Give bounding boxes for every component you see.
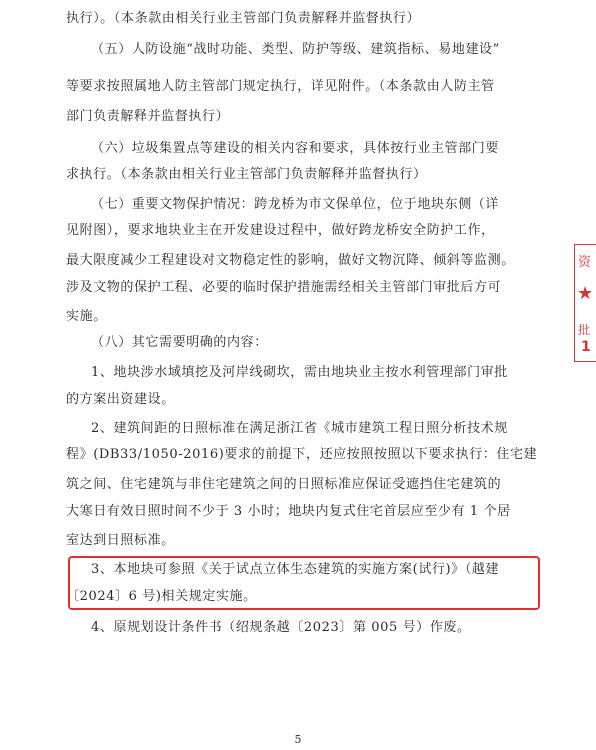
seal-stamp <box>574 244 596 362</box>
text-line: 〔2024〕6 号)相关规定实施。 <box>66 589 257 604</box>
text-line: 3、本地块可参照《关于试点立体生态建筑的实施方案(试行)》（越建 <box>91 562 500 577</box>
text-line: 实施。 <box>66 309 107 324</box>
text-line: 涉及文物的保护工程、必要的临时保护措施需经相关主管部门审批后方可 <box>66 280 502 295</box>
stamp-char: 批 <box>578 323 591 337</box>
stamp-char: 1 <box>581 339 591 355</box>
star-icon: ★ <box>577 283 594 304</box>
text-line: 大寒日有效日照时间不少于 3 小时；地块内复式住宅首层应至少有 1 个居 <box>66 504 511 519</box>
text-line: 的方案出资建设。 <box>66 392 175 407</box>
page-number: 5 <box>294 733 302 746</box>
stamp-char: 资 <box>578 255 592 270</box>
text-line: 等要求按照属地人防主管部门规定执行，详见附件。（本条款由人防主管 <box>66 79 495 94</box>
text-line: （八）其它需要明确的内容： <box>91 335 268 350</box>
text-line: 4、原规划设计条件书（绍规条越〔2023〕第 005 号）作废。 <box>91 620 471 635</box>
text-line: （七）重要文物保护情况：跨龙桥为市文保单位，位于地块东侧（详 <box>91 197 500 212</box>
text-line: 执行）。（本条款由相关行业主管部门负责解释并监督执行） <box>66 11 421 26</box>
text-line: 筑之间、住宅建筑与非住宅建筑之间的日照标准应保证受遮挡住宅建筑的 <box>66 477 502 492</box>
text-line: 求执行。（本条款由相关行业主管部门负责解释并监督执行） <box>66 167 427 182</box>
text-line: （六）垃圾集置点等建设的相关内容和要求，具体按行业主管部门要 <box>91 141 500 156</box>
text-line: （五）人防设施“战时功能、类型、防护等级、建筑指标、易地建设” <box>91 42 500 57</box>
text-line: 见附图），要求地块业主在开发建设过程中，做好跨龙桥安全防护工作， <box>66 223 495 238</box>
text-line: 室达到日照标准。 <box>66 533 175 548</box>
text-line: 2、建筑间距的日照标准在满足浙江省《城市建筑工程日照分析技术规 <box>91 421 508 436</box>
text-line: 1、地块涉水域填挖及河岸线砌坎，需由地块业主按水利管理部门审批 <box>91 365 508 380</box>
text-line: 最大限度减少工程建设对文物稳定性的影响，做好文物沉降、倾斜等监测。 <box>66 253 515 268</box>
text-line: 程》(DB33/1050-2016)要求的前提下，还应按照按照以下要求执行：住宅建 <box>66 447 538 462</box>
text-line: 部门负责解释并监督执行） <box>66 109 230 124</box>
